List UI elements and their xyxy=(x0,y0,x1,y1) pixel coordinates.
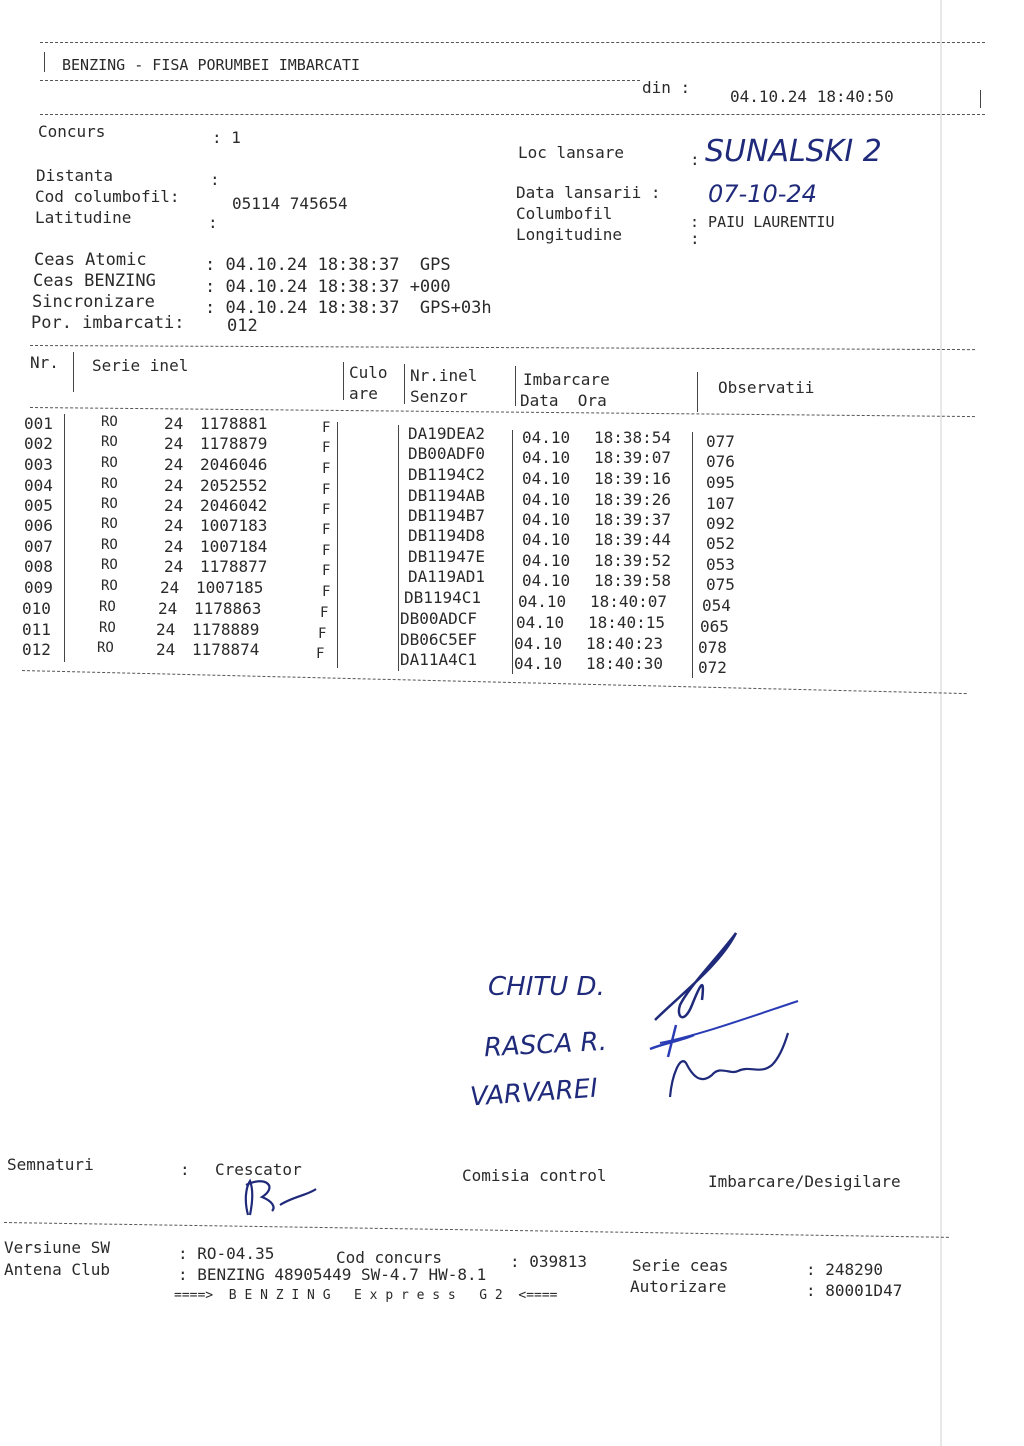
row-sex: F xyxy=(322,522,331,538)
porumbei-imbarcati-label: Por. imbarcati: xyxy=(31,313,185,333)
signature-strokes xyxy=(480,925,810,1115)
longitudine-value: : xyxy=(690,229,700,248)
row-tara: RO xyxy=(101,578,118,594)
row-an: 24 xyxy=(164,414,184,433)
serie-ceas-value: : 248290 xyxy=(806,1260,884,1279)
header-top-rule xyxy=(40,42,985,43)
row-nr: 004 xyxy=(24,476,53,495)
imbarcare-desigilare-label: Imbarcare/Desigilare xyxy=(708,1172,901,1191)
concurs-value: : 1 xyxy=(212,128,241,147)
row-an: 24 xyxy=(164,557,184,576)
row-data: 04.10 xyxy=(522,448,571,467)
row-inel: 2046042 xyxy=(200,496,268,515)
row-senzor: DA119AD1 xyxy=(408,567,486,586)
row-data: 04.10 xyxy=(514,654,563,673)
comisia-control-label: Comisia control xyxy=(462,1166,607,1185)
row-nr: 005 xyxy=(24,496,53,515)
loc-lansare-handwritten: SUNALSKI 2 xyxy=(705,134,882,169)
row-ora: 18:40:23 xyxy=(586,634,664,653)
row-senzor: DB00ADCF xyxy=(400,609,478,628)
table-top-rule xyxy=(30,345,975,350)
row-nr: 007 xyxy=(24,537,53,556)
row-inel: 1178879 xyxy=(200,434,268,453)
autorizare-value: : 80001D47 xyxy=(806,1281,903,1300)
row-an: 24 xyxy=(156,640,176,659)
antena-club-value: : BENZING 48905449 SW-4.7 HW-8.1 xyxy=(178,1265,487,1284)
benzing-express-banner: ====> B E N Z I N G E x p r e s s G 2 <==== xyxy=(174,1288,558,1303)
columbofil-label: Columbofil xyxy=(516,204,613,223)
autorizare-label: Autorizare xyxy=(630,1277,727,1296)
row-sex: F xyxy=(322,461,331,477)
antena-club-label: Antena Club xyxy=(4,1260,110,1279)
row-an: 24 xyxy=(164,496,184,515)
col-divider-serie xyxy=(343,362,344,400)
latitudine-label: Latitudine xyxy=(35,208,132,227)
header-mid-rule xyxy=(40,80,640,81)
col-header-culoare-2: are xyxy=(349,384,378,403)
row-senzor: DA19DEA2 xyxy=(408,424,486,443)
header-left-bar xyxy=(44,52,45,72)
sincronizare-value: : 04.10.24 18:38:37 GPS+03h xyxy=(205,298,492,318)
ceas-benzing-value: : 04.10.24 18:38:37 +000 xyxy=(205,277,451,297)
din-label: din : xyxy=(642,78,691,97)
cod-concurs-label: Cod concurs xyxy=(336,1248,442,1267)
col-header-imbarcare-2: Data Ora xyxy=(520,391,607,410)
row-obs: 077 xyxy=(706,432,735,451)
row-obs: 052 xyxy=(706,534,735,553)
col-divider-imbarcare xyxy=(697,372,698,412)
cod-concurs-value: : 039813 xyxy=(510,1252,588,1271)
row-nr: 002 xyxy=(24,434,53,453)
row-ora: 18:40:30 xyxy=(586,654,664,673)
row-ora: 18:39:58 xyxy=(594,571,672,590)
body-divider-culoare xyxy=(398,425,399,671)
row-sex: F xyxy=(322,482,331,498)
row-ora: 18:39:07 xyxy=(594,448,672,467)
row-nr: 010 xyxy=(22,599,51,618)
row-nr: 011 xyxy=(22,620,51,639)
row-senzor: DB06C5EF xyxy=(400,630,478,649)
row-sex: F xyxy=(318,626,327,642)
row-obs: 092 xyxy=(706,514,735,533)
row-nr: 001 xyxy=(24,414,53,433)
col-header-serie: Serie inel xyxy=(92,356,189,375)
row-inel: 1007184 xyxy=(200,537,268,556)
row-senzor: DB00ADF0 xyxy=(408,444,486,463)
row-obs: 065 xyxy=(700,617,729,636)
row-sex: F xyxy=(322,420,331,436)
row-tara: RO xyxy=(101,455,118,471)
row-sex: F xyxy=(316,646,325,662)
row-tara: RO xyxy=(101,434,118,450)
row-tara: RO xyxy=(101,516,118,532)
body-divider-serie xyxy=(337,422,338,668)
row-inel: 1178889 xyxy=(192,620,260,639)
row-ora: 18:38:54 xyxy=(594,428,672,447)
row-tara: RO xyxy=(101,414,118,430)
row-obs: 054 xyxy=(702,596,731,615)
row-obs: 072 xyxy=(698,658,727,677)
row-sex: F xyxy=(320,605,329,621)
document-title: BENZING - FISA PORUMBEI IMBARCATI xyxy=(62,56,361,74)
row-senzor: DB1194AB xyxy=(408,486,486,505)
row-an: 24 xyxy=(156,620,176,639)
row-nr: 003 xyxy=(24,455,53,474)
row-obs: 107 xyxy=(706,494,735,513)
row-inel: 1178877 xyxy=(200,557,268,576)
row-nr: 009 xyxy=(24,578,53,597)
latitudine-value: : xyxy=(208,213,218,232)
ceas-atomic-label: Ceas Atomic xyxy=(34,250,147,270)
row-ora: 18:39:37 xyxy=(594,510,672,529)
ceas-atomic-value: : 04.10.24 18:38:37 GPS xyxy=(205,255,451,275)
row-obs: 076 xyxy=(706,452,735,471)
semnaturi-colon: : xyxy=(180,1160,190,1179)
row-ora: 18:39:44 xyxy=(594,530,672,549)
row-tara: RO xyxy=(101,476,118,492)
row-obs: 053 xyxy=(706,555,735,574)
serie-ceas-label: Serie ceas xyxy=(632,1256,729,1275)
row-senzor: DB1194B7 xyxy=(408,506,486,525)
ceas-benzing-label: Ceas BENZING xyxy=(33,271,156,291)
row-sex: F xyxy=(322,502,331,518)
cod-columbofil-value: 05114 745654 xyxy=(232,194,348,213)
row-an: 24 xyxy=(164,434,184,453)
row-data: 04.10 xyxy=(522,530,571,549)
porumbei-imbarcati-value: 012 xyxy=(227,316,258,336)
row-senzor: DB1194D8 xyxy=(408,526,486,545)
col-header-imbarcare-1: Imbarcare xyxy=(523,370,610,389)
row-data: 04.10 xyxy=(522,510,571,529)
row-data: 04.10 xyxy=(522,469,571,488)
row-sex: F xyxy=(322,584,331,600)
row-data: 04.10 xyxy=(518,592,567,611)
header-right-bar xyxy=(980,90,981,108)
row-an: 24 xyxy=(158,599,178,618)
row-nr: 008 xyxy=(24,557,53,576)
row-nr: 006 xyxy=(24,516,53,535)
row-ora: 18:39:52 xyxy=(594,551,672,570)
page-edge-shadow xyxy=(940,0,942,1446)
row-inel: 1007185 xyxy=(196,578,264,597)
row-an: 24 xyxy=(164,476,184,495)
concurs-label: Concurs xyxy=(38,122,106,141)
row-tara: RO xyxy=(101,557,118,573)
row-nr: 012 xyxy=(22,640,51,659)
row-inel: 1007183 xyxy=(200,516,268,535)
row-an: 24 xyxy=(164,455,184,474)
signature-name-varvarei: VARVAREI xyxy=(469,1073,599,1113)
row-inel: 1178863 xyxy=(194,599,262,618)
row-ora: 18:40:15 xyxy=(588,613,666,632)
data-lansarii-label: Data lansarii : xyxy=(516,183,661,202)
row-data: 04.10 xyxy=(516,613,565,632)
versiune-sw-label: Versiune SW xyxy=(4,1238,110,1257)
row-tara: RO xyxy=(101,537,118,553)
row-inel: 1178881 xyxy=(200,414,268,433)
row-data: 04.10 xyxy=(522,551,571,570)
col-header-culoare-1: Culo xyxy=(349,363,388,382)
din-value: 04.10.24 18:40:50 xyxy=(730,87,894,106)
row-inel: 2046046 xyxy=(200,455,268,474)
row-data: 04.10 xyxy=(522,490,571,509)
columbofil-value: : PAIU LAURENTIU xyxy=(690,213,835,231)
sincronizare-label: Sincronizare xyxy=(32,292,155,312)
row-an: 24 xyxy=(164,537,184,556)
col-header-nr: Nr. xyxy=(30,353,59,372)
col-divider-culoare xyxy=(404,364,405,404)
row-inel: 1178874 xyxy=(192,640,260,659)
distanta-label: Distanta xyxy=(36,166,114,185)
body-divider-imbarcare xyxy=(692,432,693,678)
longitudine-label: Longitudine xyxy=(516,225,622,244)
loc-lansare-label: Loc lansare xyxy=(518,143,624,162)
loc-lansare-colon: : xyxy=(690,150,700,169)
row-data: 04.10 xyxy=(522,428,571,447)
row-tara: RO xyxy=(101,496,118,512)
footer-top-rule xyxy=(4,1222,949,1238)
row-obs: 075 xyxy=(706,575,735,594)
body-divider-nr xyxy=(64,414,65,662)
row-obs: 095 xyxy=(706,473,735,492)
row-ora: 18:39:16 xyxy=(594,469,672,488)
row-senzor: DB1194C2 xyxy=(408,465,486,484)
col-header-inel-1: Nr.inel xyxy=(410,366,478,385)
col-divider-nr xyxy=(73,352,74,392)
signature-name-chitu: CHITU D. xyxy=(488,972,605,1002)
crescator-signature xyxy=(236,1175,326,1220)
row-an: 24 xyxy=(164,516,184,535)
row-tara: RO xyxy=(97,640,114,656)
row-sex: F xyxy=(322,440,331,456)
versiune-sw-value: : RO-04.35 xyxy=(178,1244,275,1263)
data-lansarii-handwritten: 07-10-24 xyxy=(708,180,817,208)
cod-columbofil-label: Cod columbofil: xyxy=(35,187,180,206)
row-tara: RO xyxy=(99,599,116,615)
row-an: 24 xyxy=(160,578,180,597)
row-data: 04.10 xyxy=(522,571,571,590)
row-ora: 18:39:26 xyxy=(594,490,672,509)
signature-name-rasca: RASCA R. xyxy=(483,1026,608,1064)
row-data: 04.10 xyxy=(514,634,563,653)
row-obs: 078 xyxy=(698,638,727,657)
col-header-observatii: Observatii xyxy=(718,378,815,397)
col-header-inel-2: Senzor xyxy=(410,387,468,406)
row-senzor: DA11A4C1 xyxy=(400,650,478,669)
col-divider-inel xyxy=(515,366,516,406)
table-bottom-rule xyxy=(22,670,967,694)
row-inel: 2052552 xyxy=(200,476,268,495)
row-senzor: DB1194C1 xyxy=(404,588,482,607)
row-sex: F xyxy=(322,563,331,579)
semnaturi-label: Semnaturi xyxy=(7,1155,94,1174)
row-tara: RO xyxy=(99,620,116,636)
row-senzor: DB11947E xyxy=(408,547,486,566)
body-divider-inel xyxy=(512,430,513,674)
row-ora: 18:40:07 xyxy=(590,592,668,611)
crescator-label: Crescator xyxy=(215,1160,302,1179)
distanta-value: : xyxy=(210,170,220,189)
row-sex: F xyxy=(322,543,331,559)
header-bottom-rule xyxy=(40,114,985,115)
